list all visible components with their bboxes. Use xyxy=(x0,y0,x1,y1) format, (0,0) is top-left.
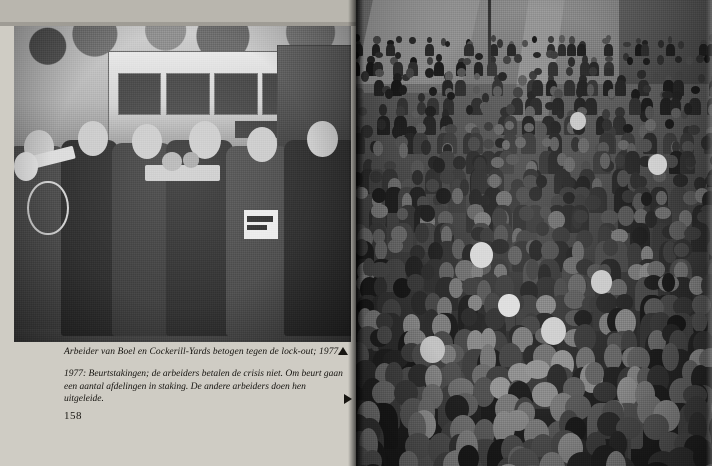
marcher-figure xyxy=(284,140,351,336)
crowd-head xyxy=(508,246,522,265)
photo-caption-secondary: 1977: Beurtstakingen; de arbeiders betalen de crisis niet. Om beurt gaan een aantal afdelingen in staking. De andere arbeiders doen hen uitgeleide. xyxy=(64,369,343,404)
crowd-head xyxy=(453,156,466,170)
crowd-head xyxy=(550,137,558,151)
crowd-head xyxy=(449,278,463,298)
crowd-head xyxy=(502,140,510,151)
crowd-head xyxy=(513,87,523,97)
crowd-head xyxy=(518,75,527,86)
crowd-head xyxy=(684,227,701,240)
crowd-street-photo xyxy=(356,0,712,466)
crowd-head xyxy=(524,123,534,132)
crowd-head xyxy=(534,68,542,75)
crowd-head xyxy=(685,157,696,167)
crowd-head xyxy=(483,139,494,149)
crowd-head xyxy=(397,208,408,220)
crowd-head xyxy=(416,123,426,134)
crowd-head xyxy=(696,55,704,63)
crowd-head xyxy=(603,239,619,256)
crowd-head xyxy=(458,445,479,466)
crowd-head xyxy=(493,86,502,96)
crowd-head xyxy=(536,175,547,187)
crowd-body xyxy=(585,98,597,116)
crowd-head xyxy=(589,67,597,75)
crowd-head xyxy=(698,74,705,83)
crowd-body xyxy=(629,98,641,116)
marcher-head xyxy=(307,121,337,157)
crowd-head-light xyxy=(541,317,566,345)
instrument-coil xyxy=(27,181,68,236)
crowd-head xyxy=(563,192,575,204)
crowd-head xyxy=(665,119,674,129)
crowd-head xyxy=(564,157,575,172)
crowd-head xyxy=(529,187,542,201)
marcher-head xyxy=(247,127,277,162)
crowd-head xyxy=(645,106,654,119)
crowd-head xyxy=(481,103,491,115)
crowd-head xyxy=(636,176,647,188)
crowd-head xyxy=(506,154,519,164)
crowd-body xyxy=(386,44,395,57)
crowd-head xyxy=(429,87,436,96)
crowd-head xyxy=(468,137,480,152)
crowd-head xyxy=(371,204,388,217)
crowd-head xyxy=(452,188,462,205)
crowd-head xyxy=(618,206,634,225)
crowd-head xyxy=(498,72,507,81)
crowd-head-light xyxy=(570,112,586,130)
crowd-head xyxy=(356,187,368,199)
crowd-head xyxy=(684,103,692,114)
crowd-body xyxy=(615,80,626,96)
marcher-head xyxy=(132,124,162,159)
crowd-body xyxy=(604,44,613,57)
crowd-head xyxy=(427,57,434,65)
crowd-head-light xyxy=(648,154,668,175)
crowd-head xyxy=(639,139,652,152)
page-number: 158 xyxy=(64,410,82,422)
crowd-head xyxy=(615,154,625,166)
crowd-head xyxy=(548,36,554,42)
protest-band-photo xyxy=(14,26,351,342)
crowd-head xyxy=(372,381,396,405)
crowd-head xyxy=(673,174,688,186)
crowd-body xyxy=(567,44,576,57)
caption-area xyxy=(14,346,351,436)
crowd-head xyxy=(532,86,541,96)
crowd-head xyxy=(516,187,529,203)
bus-window xyxy=(214,73,258,115)
crowd-head xyxy=(372,188,386,203)
crowd-head xyxy=(356,239,368,256)
crowd-head xyxy=(675,56,682,63)
crowd-head xyxy=(407,274,424,291)
crowd-head xyxy=(623,42,630,48)
crowd-head xyxy=(491,239,509,253)
crowd-head-light xyxy=(591,270,612,293)
lamp-post xyxy=(488,0,491,75)
crowd-head xyxy=(550,51,558,59)
crowd-head xyxy=(522,40,527,47)
crowd-head xyxy=(494,124,504,135)
background-building xyxy=(619,0,712,84)
protest-badge-text xyxy=(247,225,267,230)
crowd-head xyxy=(623,124,632,133)
crowd-head xyxy=(532,36,537,42)
crowd-head xyxy=(585,195,601,210)
crowd-head xyxy=(436,54,442,62)
crowd-head xyxy=(409,37,415,44)
crowd-body xyxy=(641,44,650,57)
crowd-head xyxy=(536,295,556,315)
crowd-body xyxy=(434,62,444,76)
arrow-up-icon xyxy=(338,347,348,355)
crowd-body xyxy=(455,80,466,96)
marcher-head xyxy=(78,121,108,156)
crowd-head xyxy=(688,125,700,135)
crowd-body xyxy=(625,151,640,174)
crowd-head xyxy=(559,35,565,44)
crowd-body xyxy=(666,44,675,57)
crowd-head xyxy=(545,102,555,110)
crowd-head xyxy=(418,93,425,102)
crowd-body xyxy=(564,80,575,96)
crowd-head xyxy=(361,71,369,82)
crowd-body xyxy=(356,62,360,76)
page-edge xyxy=(706,0,712,466)
crowd-head xyxy=(399,143,408,158)
crowd-head xyxy=(574,210,587,223)
marcher-figure xyxy=(226,146,290,336)
crowd-head xyxy=(566,67,573,76)
crowd-head-light xyxy=(420,336,445,364)
crowd-head xyxy=(536,222,549,236)
crowd-head xyxy=(643,58,650,65)
crowd-head xyxy=(379,104,387,115)
crowd-body xyxy=(465,44,474,57)
crowd-head xyxy=(377,326,392,345)
arrow-right-icon xyxy=(344,394,352,404)
crowd-head xyxy=(606,35,611,41)
page-top-margin xyxy=(0,0,356,26)
crowd-head xyxy=(445,41,450,47)
bus-window xyxy=(166,73,210,115)
trumpet-bell xyxy=(14,152,38,180)
crowd-head-light xyxy=(470,242,493,268)
crowd-head xyxy=(593,382,617,402)
bus-window xyxy=(118,73,162,115)
crowd-head xyxy=(541,241,558,260)
crowd-head xyxy=(514,54,522,63)
crowd-head xyxy=(375,240,388,260)
crowd-head xyxy=(385,89,392,99)
crowd-head xyxy=(533,52,541,58)
crowd-head xyxy=(358,107,367,115)
crowd-head xyxy=(497,39,503,48)
crowd-head xyxy=(602,119,612,131)
crowd-head xyxy=(604,68,613,76)
crowd-body xyxy=(558,44,567,57)
crowd-head xyxy=(515,137,526,148)
crowd-head xyxy=(656,191,666,205)
marcher-figure xyxy=(61,140,118,336)
crowd-head xyxy=(674,243,689,257)
crowd-head xyxy=(361,125,373,139)
crowd-head xyxy=(491,157,504,168)
crowd-head xyxy=(370,262,389,278)
crowd-head xyxy=(678,41,684,48)
crowd-head xyxy=(474,73,480,80)
crowd-body xyxy=(425,44,434,57)
protest-badge-text xyxy=(247,216,274,222)
crowd-head xyxy=(436,188,451,204)
held-tray xyxy=(145,165,219,181)
crowd-head xyxy=(641,192,652,206)
crowd-head xyxy=(506,104,515,115)
crowd-head-light xyxy=(498,294,519,317)
photo-caption-primary: Arbeider van Boel en Cockerill-Yards betogen tegen de lock-out; 1977. xyxy=(64,347,341,357)
crowd-head xyxy=(537,123,546,138)
crowd-head xyxy=(415,223,429,243)
